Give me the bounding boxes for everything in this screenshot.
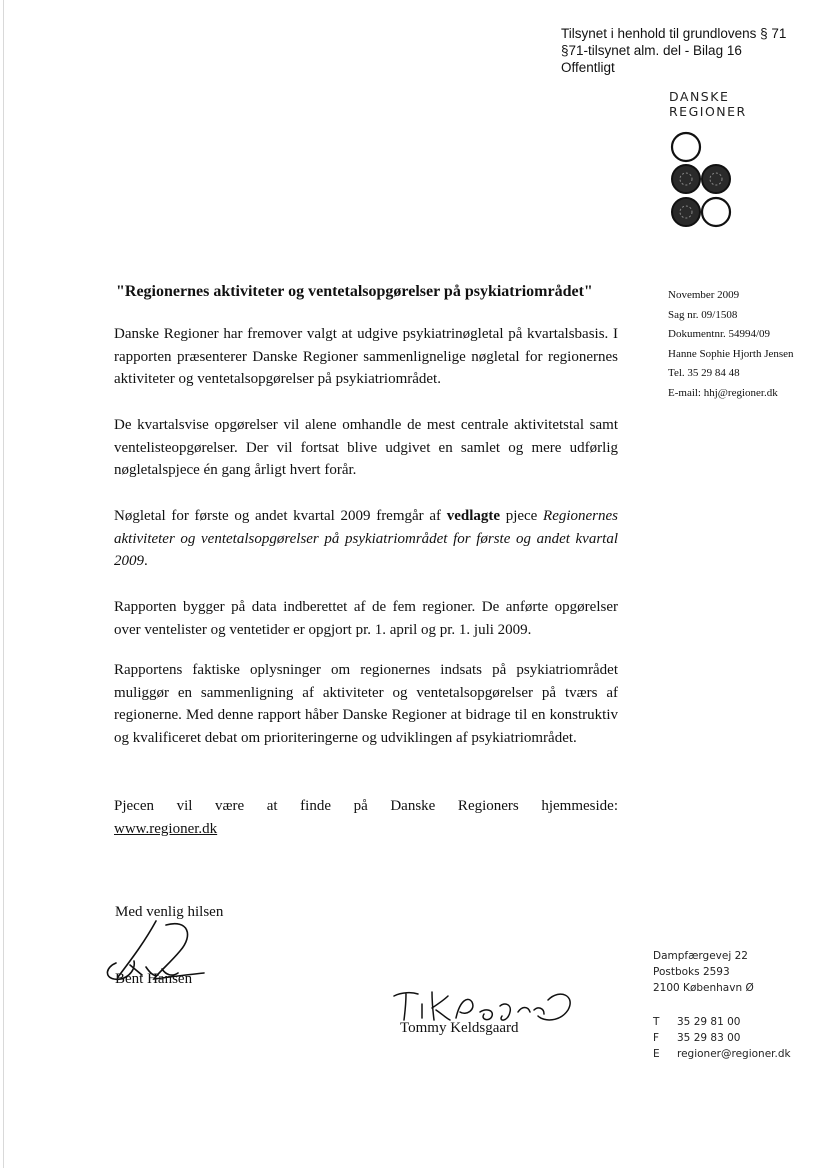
paragraph-3-bold: vedlagte [446,508,501,524]
paragraph-5 [114,659,618,749]
logo-line-2: REGIONER [669,104,747,119]
meta-doc-no: Dokumentnr. 54994/09 [668,328,771,340]
contact-fax-row [653,1030,791,1046]
letter-meta [668,286,794,403]
sender-address [653,948,754,996]
paragraph-3-italic: Regionernes aktiviteter og ventetalsopgørelser på psykiatriområdet for første og andet kvartal 2009 [114,508,619,569]
archive-stamp [561,25,786,76]
meta-phone: Tel. 35 29 84 48 [668,367,740,379]
logo-circles-icon [664,131,746,235]
paragraph-3-end: . [144,553,148,569]
stamp-line-2: §71-tilsynet alm. del - Bilag 16 [561,43,742,58]
meta-author: Hanne Sophie Hjorth Jensen [668,347,794,360]
paragraph-2 [114,414,618,482]
paragraph-3-start: Nøgletal for første og andet kvartal 2009 fremgår af [114,508,447,524]
contact-phone-label: T [653,1016,660,1028]
stamp-line-3: Offentligt [561,60,615,75]
paragraph-1 [114,323,618,391]
paragraph-6-text [114,795,618,818]
sender-contact [653,1014,791,1062]
paragraph-3-text [114,505,618,573]
website-line [114,818,618,841]
contact-fax-label: F [653,1032,660,1044]
closing-greeting: Med venlig hilsen [115,904,224,920]
contact-phone-row [653,1014,791,1030]
address-pobox: Postboks 2593 [653,966,730,978]
paragraph-2-text: De kvartalsvise opgørelser vil alene omhandle de mest centrale aktivitetstal samt ventelisteopgørelser. Der vil fortsat blive udgivet en samlet og mere udførlig nøgletalspjece én gang årligt hvert forår. [114,417,618,478]
meta-date: November 2009 [668,289,740,301]
paragraph-6 [114,795,618,840]
paragraph-4 [114,596,618,641]
document-title: "Regionernes aktiviteter og ventetalsopgørelser på psykiatriområdet" [116,283,593,300]
paragraph-3-mid: pjece [500,508,544,524]
website-link[interactable]: www.regioner.dk [114,820,218,837]
paragraph-5-text: Rapportens faktiske oplysninger om regionernes indsats på psykiatriområdet muliggør en sammenligning af aktiviteter og ventetalsopgørelser på tværs af regionerne. Med denne rapport håber Danske Regioner at bidrage til en konstruktiv og kvalificeret debat om prioriteringerne og udviklingen af psykiatriområdet. [114,662,618,746]
paragraph-4-text: Rapporten bygger på data indberettet af de fem regioner. De anførte opgørelser over ventelister og ventetider er opgjort pr. 1. april og pr. 1. juli 2009. [114,599,618,638]
signatory-1-name: Bent Hansen [115,971,193,987]
paragraph-1-text: Danske Regioner har fremover valgt at udgive psykiatrinøgletal på kvartalsbasis. I rapporten præsenterer Danske Regioner sammenlignelige nøgletal for regionernes aktiviteter og ventetalsopgørelser på psykiatriområdet. [114,326,618,387]
logo-wordmark [669,89,747,119]
paragraph-6-sentence: Pjecen vil være at finde på Danske Regioners hjemmeside: [114,798,618,814]
scan-edge-line [3,0,4,1168]
contact-email-row [653,1046,791,1062]
address-street: Dampfærgevej 22 [653,950,748,962]
meta-case-no: Sag nr. 09/1508 [668,308,738,321]
logo-line-1: DANSKE [669,89,730,104]
paragraph-3 [114,505,618,573]
signatory-2-name: Tommy Keldsgaard [400,1020,519,1036]
stamp-line-1: Tilsynet i henhold til grundlovens § 71 [561,26,787,41]
contact-phone-value: 35 29 81 00 [677,1016,741,1028]
meta-email: E-mail: hhj@regioner.dk [668,386,778,399]
contact-fax-value: 35 29 83 00 [677,1032,741,1044]
address-city: 2100 København Ø [653,982,754,994]
contact-email-value[interactable]: regioner@regioner.dk [677,1048,791,1060]
contact-email-label: E [653,1048,660,1060]
